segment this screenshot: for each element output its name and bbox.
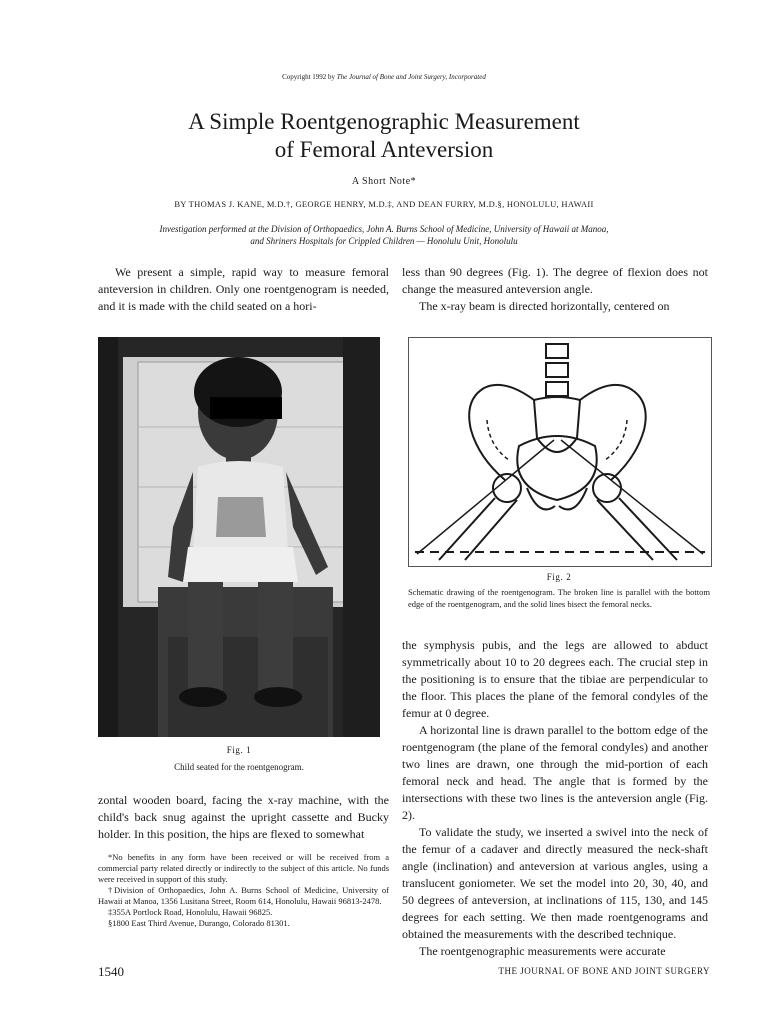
affiliation-line-2: and Shriners Hospitals for Crippled Children — Honolulu Unit, Honolulu <box>250 236 518 246</box>
right-paragraph-2: A horizontal line is drawn parallel to the bottom edge of the roentgenogram (the plane of the femoral condyles) and another two lines are drawn, one through the mid-portion of each femoral neck and head. The angle that is formed by the intersections with these two lines is the anteversion angle (Fig. 2). <box>402 723 708 822</box>
right-column-main <box>402 637 708 960</box>
right-femoral-shaft <box>597 498 677 560</box>
left-iliac-wing <box>469 385 534 480</box>
intro-paragraph: We present a simple, rapid way to measure femoral anteversion in children. Only one roentgenogram is needed, and it is made with the child seated on a hori- <box>98 265 389 313</box>
copyright-line <box>0 73 768 81</box>
left-column-continued <box>98 792 389 843</box>
right-column-top <box>402 264 708 315</box>
right-top-paragraph-2: The x-ray beam is directed horizontally, centered on <box>419 299 670 313</box>
left-column-intro <box>98 264 389 315</box>
title-line-1: A Simple Roentgenographic Measurement <box>188 109 580 134</box>
vertebra-shape <box>546 382 568 396</box>
right-paragraph-1: the symphysis pubis, and the legs are allowed to abduct symmetrically about 10 to 20 degrees each. The crucial step in the positioning is to ensure that the tibiae are perpendicular to the floor. This places the plane of the femoral condyles of the femur at 0 degree. <box>402 638 708 720</box>
right-paragraph-3: To validate the study, we inserted a swivel into the neck of the femur of a cadaver and directly measured the neck-shaft angle (inclination) and anteversion at various angles, using a translucent goniometer. We set the model into 20, 30, 40, and 50 degrees of anteversion, at inclinations of 115, 130, and 145 degrees for each setting. We then made roentgenograms and obtained the measurements with the described technique. <box>402 825 708 941</box>
figure-1-label: Fig. 1 <box>226 745 252 755</box>
footnote-2: †Division of Orthopaedics, John A. Burns School of Medicine, University of Hawaii at Manoa, 1356 Lusitana Street, Room 614, Honolulu, Hawaii 96813-2478. <box>98 885 389 906</box>
journal-footer: THE JOURNAL OF BONE AND JOINT SURGERY <box>498 966 710 976</box>
vertebra-shape <box>546 344 568 358</box>
footnotes <box>98 852 389 929</box>
footnote-4: §1800 East Third Avenue, Durango, Colorado 81301. <box>108 918 290 928</box>
right-paragraph-4: The roentgenographic measurements were accurate <box>419 944 666 958</box>
seated-child-photo <box>98 337 380 737</box>
right-top-paragraph-1: less than 90 degrees (Fig. 1). The degree of flexion does not change the measured anteversion angle. <box>402 265 708 296</box>
affiliation <box>100 223 668 247</box>
copyright-journal: The Journal of Bone and Joint Surgery, Incorporated <box>336 73 486 81</box>
right-femoral-head <box>593 474 621 502</box>
footnote-1: *No benefits in any form have been received or will be received from a commercial party related directly or indirectly to the subject of this article. No funds were received in support of this study. <box>98 852 389 884</box>
footnote-3: ‡355A Portlock Road, Honolulu, Hawaii 96825. <box>108 907 273 917</box>
left-femoral-shaft <box>439 498 517 560</box>
vertebra-shape <box>546 363 568 377</box>
copyright-prefix: Copyright 1992 by <box>282 73 336 81</box>
article-title <box>0 108 768 164</box>
article-subtitle: A Short Note* <box>351 176 417 187</box>
figure-2-label: Fig. 2 <box>546 572 572 582</box>
page-number: 1540 <box>98 964 124 979</box>
author-line: BY THOMAS J. KANE, M.D.†, GEORGE HENRY, M.D.‡, AND DEAN FURRY, M.D.§, HONOLULU, HAWAII <box>174 199 594 209</box>
figure-2-caption: Schematic drawing of the roentgenogram. The broken line is parallel with the bottom edge of the roentgenogram, and the solid lines bisect the femoral necks. <box>408 587 710 609</box>
continued-paragraph: zontal wooden board, facing the x-ray machine, with the child's back snug against the upright cassette and Bucky holder. In this position, the hips are flexed to somewhat <box>98 793 389 841</box>
title-line-2: of Femoral Anteversion <box>274 137 494 162</box>
figure-1-photo <box>98 337 380 737</box>
figure-2-diagram <box>408 337 712 567</box>
affiliation-line-1: Investigation performed at the Division of Orthopaedics, John A. Burns School of Medicine, University of Hawaii at Manoa, <box>159 224 609 234</box>
figure-1-caption: Child seated for the roentgenogram. <box>174 762 304 772</box>
right-iliac-wing <box>580 385 646 480</box>
pelvis-schematic <box>409 338 711 566</box>
pelvic-brim <box>517 436 596 500</box>
sacrum-shape <box>534 397 580 452</box>
